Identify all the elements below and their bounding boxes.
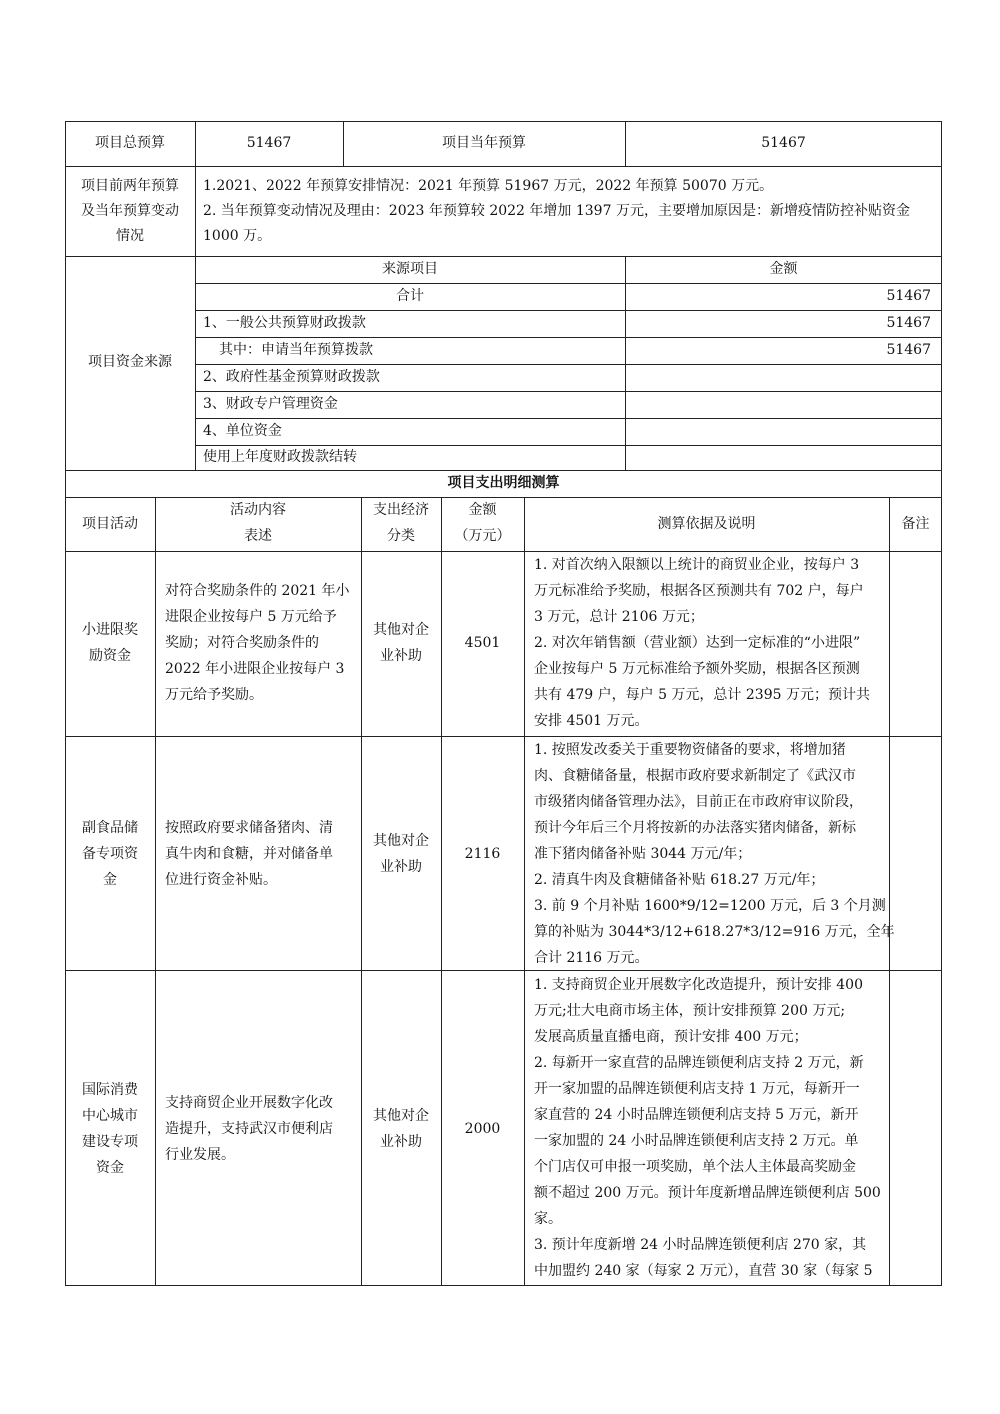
activity-content: 2022 年小进限企业按每户 3 bbox=[165, 661, 345, 677]
total-budget-value: 51467 bbox=[246, 135, 292, 151]
funding-amount: 51467 bbox=[886, 288, 931, 304]
funding-amount: 51467 bbox=[886, 342, 931, 358]
activity-name: 副食品储 bbox=[82, 820, 138, 836]
activity-content: 万元给予奖励。 bbox=[165, 687, 263, 703]
activity-content: 行业发展。 bbox=[165, 1147, 235, 1163]
basis-line: 1. 对首次纳入限额以上统计的商贸业企业，按每户 3 bbox=[534, 557, 860, 573]
basis-line: 一家加盟的 24 小时品牌连锁便利店支持 2 万元。单 bbox=[534, 1133, 859, 1149]
basis-line: 万元标准给予奖励，根据各区预测共有 702 户，每户 bbox=[534, 583, 864, 599]
basis-line: 3. 预计年度新增 24 小时品牌连锁便利店 270 家，其 bbox=[534, 1237, 867, 1253]
basis-line: 1. 按照发改委关于重要物资储备的要求，将增加猪 bbox=[534, 742, 846, 758]
total-budget-label: 项目总预算 bbox=[95, 135, 165, 151]
header-activity: 项目活动 bbox=[82, 516, 138, 532]
amount-value: 2000 bbox=[464, 1121, 501, 1137]
activity-content: 造提升，支持武汉市便利店 bbox=[165, 1121, 333, 1137]
basis-line: 市级猪肉储备管理办法》，目前正在市政府审议阶段， bbox=[534, 794, 863, 810]
header-econ: 支出经济 bbox=[373, 502, 429, 518]
changes-label: 项目前两年预算 bbox=[81, 178, 179, 194]
econ-class: 业补助 bbox=[380, 859, 422, 875]
basis-line: 企业按每户 5 万元标准给予额外奖励，根据各区预测 bbox=[534, 661, 860, 677]
basis-line: 个门店仅可申报一项奖励，单个法人主体最高奖励金 bbox=[534, 1159, 856, 1175]
basis-line: 2. 清真牛肉及食糖储备补贴 618.27 万元/年； bbox=[534, 872, 825, 888]
activity-content: 位进行资金补贴。 bbox=[165, 872, 277, 888]
funding-source: 使用上年度财政拨款结转 bbox=[203, 449, 357, 465]
col-divider bbox=[361, 497, 362, 1286]
basis-line: 中加盟约 240 家（每家 2 万元），直营 30 家（每家 5 bbox=[534, 1263, 873, 1279]
activity-content: 奖励；对符合奖励条件的 bbox=[165, 635, 319, 651]
basis-line: 2. 每新开一家直营的品牌连锁便利店支持 2 万元，新 bbox=[534, 1055, 864, 1071]
row-divider bbox=[65, 970, 942, 971]
activity-name: 国际消费 bbox=[82, 1082, 138, 1098]
funding-source: 2、政府性基金预算财政拨款 bbox=[203, 369, 380, 385]
activity-content: 支持商贸企业开展数字化改 bbox=[165, 1095, 333, 1111]
activity-name: 备专项资 bbox=[82, 846, 138, 862]
changes-label: 情况 bbox=[116, 228, 144, 244]
basis-line: 安排 4501 万元。 bbox=[534, 713, 649, 729]
basis-line: 预计今年后三个月将按新的办法落实猪肉储备，新标 bbox=[534, 820, 856, 836]
activity-name: 励资金 bbox=[89, 648, 131, 664]
section-title: 项目支出明细测算 bbox=[447, 475, 560, 491]
header-amount: （万元） bbox=[454, 528, 511, 544]
basis-line: 合计 2116 万元。 bbox=[534, 950, 649, 966]
econ-class: 其他对企 bbox=[373, 833, 429, 849]
row-divider bbox=[65, 166, 942, 167]
basis-line: 2. 对次年销售额（营业额）达到一定标准的“小进限” bbox=[534, 635, 861, 651]
funding-source-header: 来源项目 bbox=[382, 261, 438, 277]
funding-source: 1、一般公共预算财政拨款 bbox=[203, 315, 366, 331]
basis-line: 家直营的 24 小时品牌连锁便利店支持 5 万元，新开 bbox=[534, 1107, 859, 1123]
econ-class: 业补助 bbox=[380, 648, 422, 664]
amount-value: 2116 bbox=[464, 846, 501, 862]
basis-line: 3. 前 9 个月补贴 1600*9/12=1200 万元，后 3 个月测 bbox=[534, 898, 886, 914]
basis-line: 万元;壮大电商市场主体，预计安排预算 200 万元; bbox=[534, 1003, 846, 1019]
activity-name: 金 bbox=[103, 872, 117, 888]
header-econ: 分类 bbox=[387, 528, 415, 544]
col-divider bbox=[441, 497, 442, 1286]
activity-content: 真牛肉和食糖，并对储备单 bbox=[165, 846, 333, 862]
funding-source: 3、财政专户管理资金 bbox=[203, 396, 338, 412]
activity-name: 小进限奖 bbox=[82, 622, 138, 638]
basis-line: 1. 支持商贸企业开展数字化改造提升，预计安排 400 bbox=[534, 977, 863, 993]
amount-value: 4501 bbox=[464, 635, 501, 651]
header-basis: 测算依据及说明 bbox=[657, 516, 756, 532]
basis-line: 开一家加盟的品牌连锁便利店支持 1 万元，每新开一 bbox=[534, 1081, 860, 1097]
basis-line: 发展高质量直播电商，预计安排 400 万元； bbox=[534, 1029, 808, 1045]
header-amount: 金额 bbox=[468, 502, 497, 518]
activity-name: 中心城市 bbox=[82, 1108, 138, 1124]
econ-class: 其他对企 bbox=[373, 622, 429, 638]
funding-amount-header: 金额 bbox=[769, 261, 798, 277]
funding-label: 项目资金来源 bbox=[88, 354, 172, 370]
funding-source: 4、单位资金 bbox=[203, 423, 282, 439]
basis-line: 肉、食糖储备量，根据市政府要求新制定了《武汉市 bbox=[534, 768, 856, 784]
activity-content: 对符合奖励条件的 2021 年小 bbox=[165, 583, 350, 599]
col-divider bbox=[155, 497, 156, 1286]
col-divider bbox=[524, 497, 525, 1286]
changes-line: 1000 万。 bbox=[203, 228, 272, 244]
funding-source: 合计 bbox=[396, 288, 424, 304]
econ-class: 其他对企 bbox=[373, 1108, 429, 1124]
basis-line: 共有 479 户，每户 5 万元，总计 2395 万元；预计共 bbox=[534, 687, 870, 703]
basis-line: 额不超过 200 万元。预计年度新增品牌连锁便利店 500 bbox=[534, 1185, 881, 1201]
activity-name: 建设专项 bbox=[82, 1134, 138, 1150]
current-budget-value: 51467 bbox=[761, 135, 806, 151]
basis-line: 3 万元，总计 2106 万元； bbox=[534, 609, 704, 625]
header-note: 备注 bbox=[901, 516, 930, 532]
basis-line: 准下猪肉储备补贴 3044 万元/年； bbox=[534, 846, 752, 862]
activity-content: 按照政府要求储备猪肉、清 bbox=[165, 820, 333, 836]
basis-line: 家。 bbox=[534, 1211, 562, 1227]
changes-line: 1.2021、2022 年预算安排情况：2021 年预算 51967 万元，2022 年预算 50070 万元。 bbox=[203, 178, 774, 194]
header-content: 活动内容 bbox=[230, 502, 286, 518]
changes-label: 及当年预算变动 bbox=[81, 203, 179, 219]
econ-class: 业补助 bbox=[380, 1134, 422, 1150]
header-content: 表述 bbox=[244, 528, 272, 544]
funding-source: 其中：申请当年预算拨款 bbox=[219, 342, 373, 358]
basis-line: 算的补贴为 3044*3/12+618.27*3/12=916 万元，全年 bbox=[534, 924, 895, 940]
col-divider bbox=[889, 497, 890, 1286]
changes-line: 2. 当年预算变动情况及理由：2023 年预算较 2022 年增加 1397 万元，主要增加原因是：新增疫情防控补贴资金 bbox=[203, 203, 910, 219]
funding-amount: 51467 bbox=[886, 315, 931, 331]
activity-content: 进限企业按每户 5 万元给予 bbox=[165, 609, 337, 625]
activity-name: 资金 bbox=[96, 1160, 124, 1176]
current-budget-label: 项目当年预算 bbox=[442, 135, 526, 151]
row-divider bbox=[195, 418, 942, 419]
